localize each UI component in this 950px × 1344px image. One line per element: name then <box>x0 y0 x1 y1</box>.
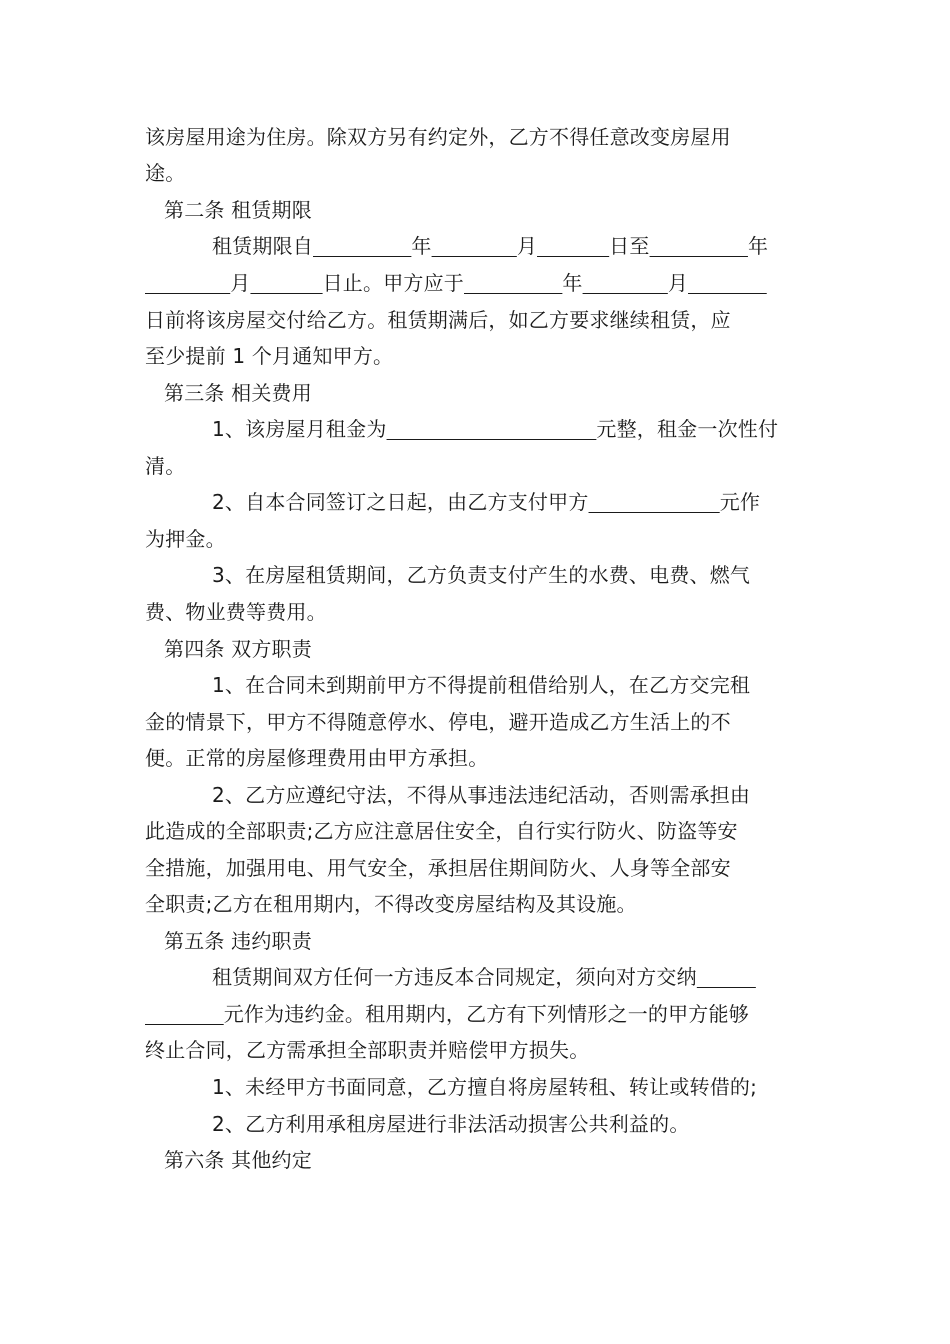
blank-field <box>145 271 230 295</box>
paragraph-line: 月 日止。甲方应于 年 月 <box>145 270 950 296</box>
blank-field <box>650 234 748 258</box>
paragraph-line: 1、该房屋月租金为 元整，租金一次性付 <box>212 417 779 441</box>
blank-field <box>387 417 597 441</box>
blank-field <box>589 490 720 514</box>
blank-field <box>697 965 756 989</box>
blank-field <box>432 234 517 258</box>
paragraph-line: 租赁期间双方任何一方违反本合同规定，须向对方交纳 <box>212 964 950 990</box>
blank-field <box>583 271 668 295</box>
paragraph-line: 3、在房屋租赁期间，乙方负责支付产生的水费、电费、燃气 <box>212 563 751 587</box>
paragraph-line: 途。 <box>145 161 186 185</box>
section-heading: 第二条 租赁期限 <box>164 198 312 222</box>
section-heading: 第四条 双方职责 <box>164 637 312 661</box>
paragraph-line: 为押金。 <box>145 527 226 551</box>
paragraph-line: 日前将该房屋交付给乙方。租赁期满后，如乙方要求继续租赁，应 <box>145 308 731 332</box>
blank-field <box>313 234 411 258</box>
paragraph-line: 费、物业费等费用。 <box>145 600 327 624</box>
blank-field <box>537 234 609 258</box>
blank-field <box>250 271 322 295</box>
paragraph-line: 2、乙方利用承租房屋进行非法活动损害公共利益的。 <box>212 1112 690 1136</box>
paragraph-line: 全职责;乙方在租用期内，不得改变房屋结构及其设施。 <box>145 892 637 916</box>
paragraph-line: 便。正常的房屋修理费用由甲方承担。 <box>145 746 489 770</box>
paragraph-line: 全措施，加强用电、用气安全，承担居住期间防火、人身等全部安 <box>145 856 731 880</box>
paragraph-line: 终止合同，乙方需承担全部职责并赔偿甲方损失。 <box>145 1038 590 1062</box>
paragraph-line: 至少提前 1 个月通知甲方。 <box>145 344 394 368</box>
blank-field <box>464 271 562 295</box>
paragraph-line: 清。 <box>145 454 186 478</box>
paragraph-line: 该房屋用途为住房。除双方另有约定外，乙方不得任意改变房屋用 <box>145 125 731 149</box>
paragraph-line: 元作为违约金。租用期内，乙方有下列情形之一的甲方能够 <box>145 1001 950 1027</box>
blank-field <box>688 271 767 295</box>
paragraph-line: 2、乙方应遵纪守法，不得从事违法违纪活动，否则需承担由 <box>212 783 751 807</box>
section-heading: 第六条 其他约定 <box>164 1148 312 1172</box>
paragraph-line: 金的情景下，甲方不得随意停水、停电，避开造成乙方生活上的不 <box>145 710 731 734</box>
paragraph-line: 此造成的全部职责;乙方应注意居住安全，自行实行防火、防盗等安 <box>145 819 738 843</box>
paragraph-line: 租赁期限自 年 月 日至 年 <box>212 234 769 258</box>
blank-field <box>145 1002 224 1026</box>
paragraph-line: 2、自本合同签订之日起，由乙方支付甲方 元作 <box>212 490 761 514</box>
section-heading: 第三条 相关费用 <box>164 381 312 405</box>
section-heading: 第五条 违约职责 <box>164 929 312 953</box>
paragraph-line: 1、在合同未到期前甲方不得提前租借给别人，在乙方交完租 <box>212 673 751 697</box>
paragraph-line: 1、未经甲方书面同意，乙方擅自将房屋转租、转让或转借的; <box>212 1075 758 1099</box>
